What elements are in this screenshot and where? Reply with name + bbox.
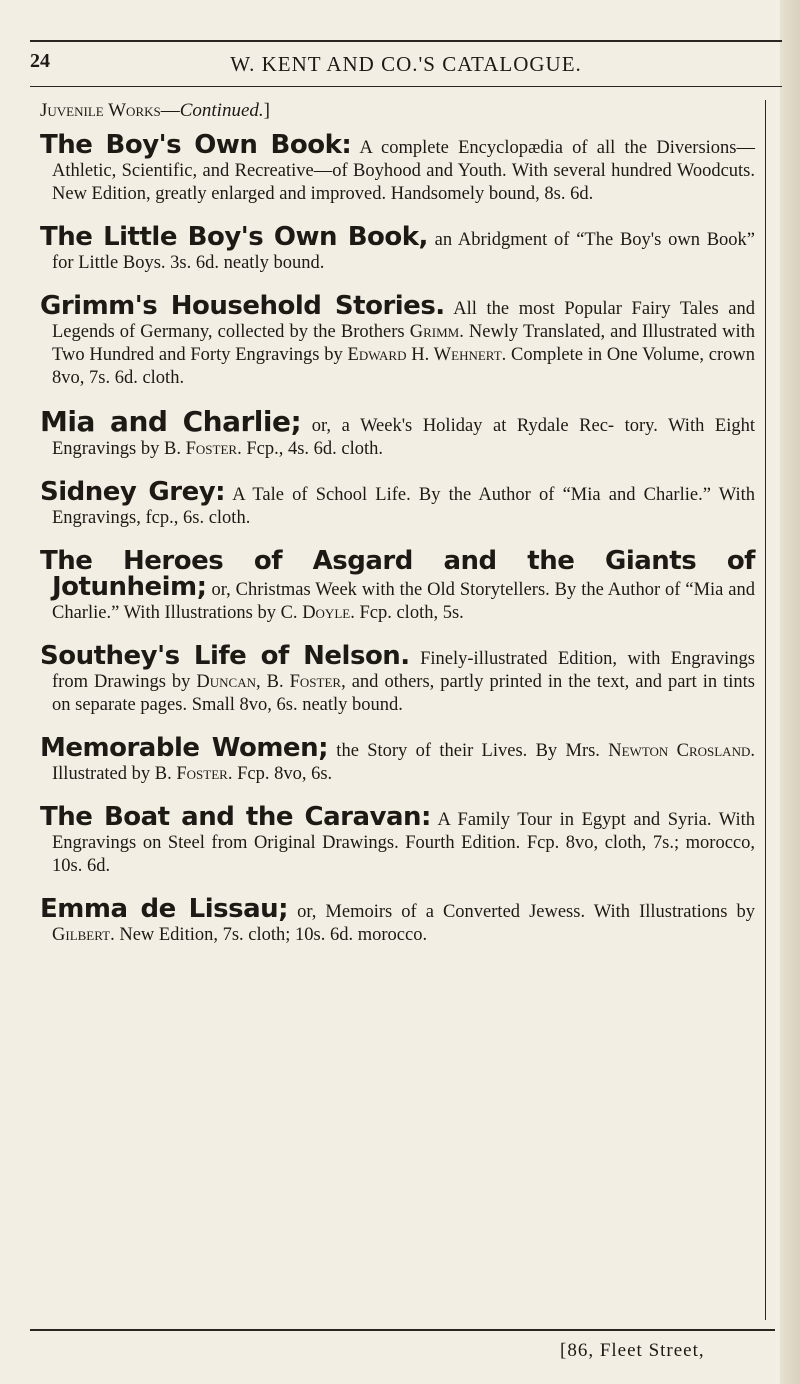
entry-title: Sidney Grey: — [40, 477, 226, 507]
entry-title: Memorable Women; — [40, 733, 328, 763]
entry-description: or, a Week's Holiday at Rydale Rec- tory. With Eight Engravings by B. — [52, 416, 755, 459]
bottom-rule — [30, 1329, 775, 1331]
entry-author: Grimm — [409, 322, 460, 342]
page-header — [30, 40, 782, 87]
entry-title: The Boat and the Caravan: — [40, 802, 431, 832]
entry-illustrator: Foster — [185, 439, 238, 459]
entry-description: . Illustrated by B. — [52, 741, 755, 784]
entry-description: or, Memoirs of a Converted Jewess. With Illustrations by — [288, 902, 755, 922]
entry-description: an Abridgment of “The Boy's own Book” for Little Boys. 3s. 6d. neatly bound. — [52, 230, 755, 273]
page-footer: [86, Fleet Street, — [560, 1340, 705, 1361]
entry-author: Newton Crosland — [608, 741, 751, 761]
entry-title: The Little Boy's Own Book, — [40, 222, 428, 252]
catalogue-entry — [40, 802, 755, 878]
entry-illustrator: Duncan — [196, 672, 257, 692]
catalogue-entry — [40, 222, 755, 275]
page-edge — [780, 0, 800, 1384]
entry-title: Grimm's Household Stories. — [40, 291, 445, 321]
entry-description: A Family Tour in Egypt and Syria. With Engravings on Steel from Original Drawings. Fourth Edition. Fcp. 8vo, cloth, 7s.; morocco, 10s. 6d. — [52, 810, 755, 876]
entry-illustrator: Foster — [176, 764, 228, 784]
entry-description: . New Edition, 7s. cloth; 10s. 6d. morocco. — [110, 925, 428, 945]
entry-title: Emma de Lissau; — [40, 894, 289, 924]
catalogue-entry — [40, 546, 755, 625]
entry-illustrator: Gilbert — [52, 925, 111, 945]
catalogue-entry — [40, 894, 755, 947]
entry-illustrator: Edward H. Wehnert — [347, 345, 502, 365]
section-heading: Juvenile Works—Continued.] — [40, 100, 270, 121]
page-number: 24 — [30, 50, 50, 72]
running-title: W. KENT AND CO.'S CATALOGUE. — [230, 51, 582, 76]
entry-description: . Complete in One Volume, crown 8vo, 7s. 6d. cloth. — [52, 345, 755, 388]
entry-description: , and others, partly printed in the text, and part in tints on separate pages. Small 8vo, 6s. neatly bound. — [52, 672, 755, 715]
catalogue-entry — [40, 130, 755, 206]
entry-description: . Fcp. 8vo, 6s. — [227, 764, 333, 784]
catalogue-entry — [40, 733, 755, 786]
entry-description: All the most Popular Fairy Tales and Legends of Germany, collected by the Brothers — [52, 299, 755, 342]
entry-description: Finely-illustrated Edition, with Engravings from Drawings by — [52, 649, 756, 692]
catalogue-body — [40, 100, 766, 1320]
entry-description: . Newly Translated, and Illustrated with Two Hundred and Forty Engravings by — [52, 322, 756, 365]
entry-description: . Fcp., 4s. 6d. cloth. — [237, 439, 384, 459]
entry-description: or, Christmas Week with the Old Storytellers. By the Author of “Mia and Charlie.” With Illustrations by C. — [52, 580, 755, 623]
entry-description: , B. — [256, 672, 290, 692]
entry-title: Southey's Life of Nelson. — [40, 641, 410, 671]
catalogue-entry — [40, 405, 755, 461]
entry-title: The Heroes of Asgard and the Giants of Jotunheim; — [40, 546, 755, 602]
entry-title: Mia and Charlie; — [40, 405, 302, 438]
catalogue-entry — [40, 291, 756, 390]
entry-illustrator: Doyle — [302, 603, 351, 623]
entry-description: A complete Encyclopædia of all the Diversions—Athletic, Scientific, and Recreative—of Boyhood and Youth. With several hundred Woodcuts. New Edition, greatly enlarged and improved. Handsomely bound, 8s. 6d. — [52, 138, 755, 204]
catalogue-entry — [40, 641, 756, 717]
entry-description: . Fcp. cloth, 5s. — [350, 603, 464, 623]
entry-description: A Tale of School Life. By the Author of “Mia and Charlie.” With Engravings, fcp., 6s. cloth. — [52, 485, 755, 528]
entry-description: the Story of their Lives. By Mrs. — [327, 741, 609, 761]
entry-illustrator: Foster — [289, 672, 342, 692]
catalogue-entry — [40, 477, 755, 530]
entry-title: The Boy's Own Book: — [40, 130, 352, 160]
